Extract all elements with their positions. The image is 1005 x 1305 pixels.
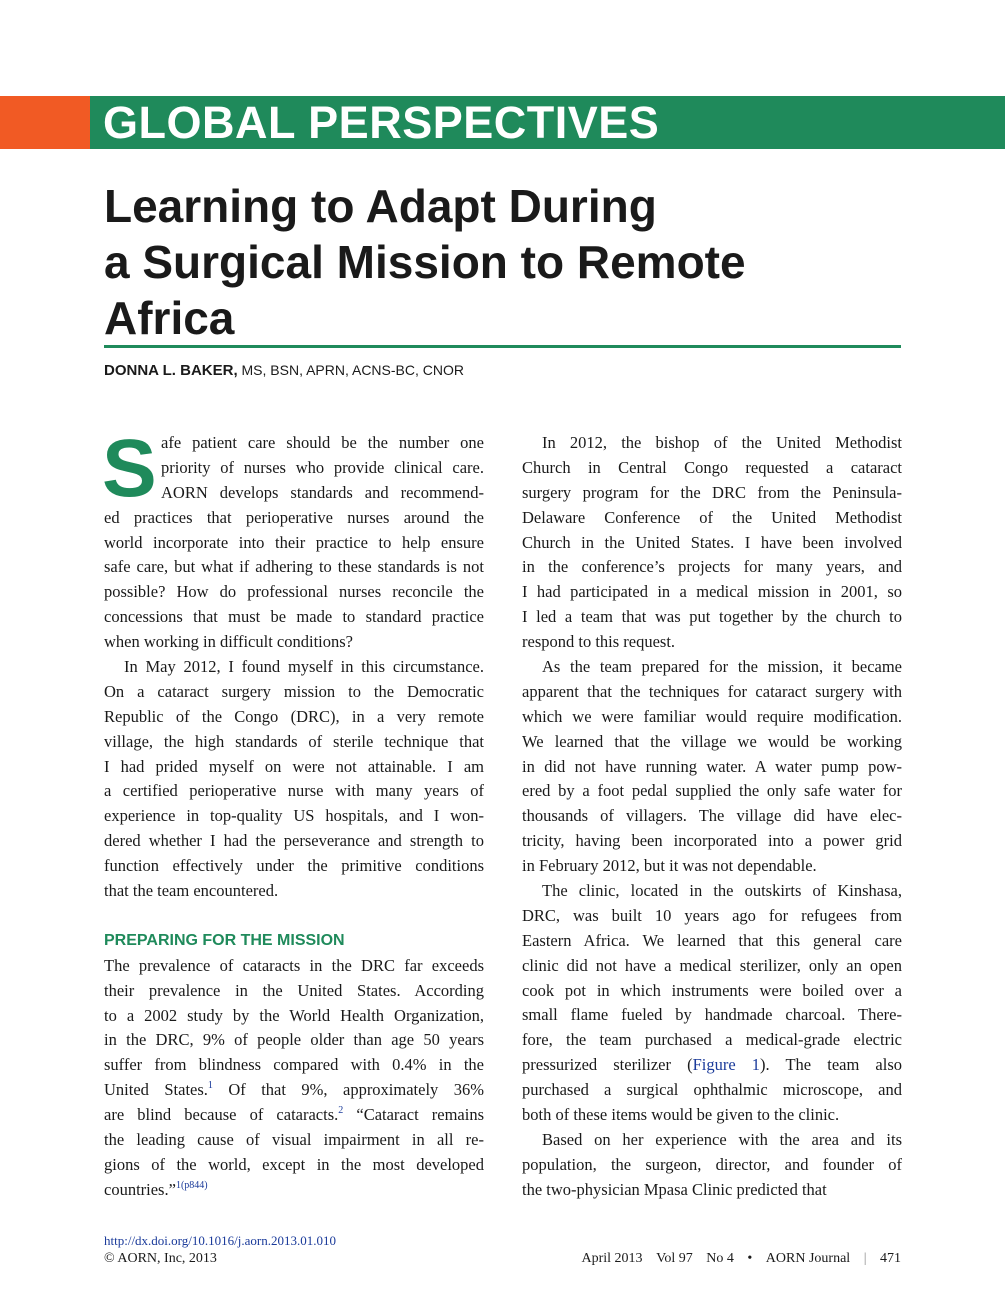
text-line: respond to this request. bbox=[522, 632, 676, 652]
text-line: apparent that the techniques for cataract surgery with bbox=[522, 681, 902, 701]
text-line: purchased a surgical ophthalmic microscope, and bbox=[522, 1080, 902, 1100]
text-line: clinic did not have a medical sterilizer, only an open bbox=[522, 955, 902, 975]
pipe-separator: | bbox=[863, 1251, 867, 1266]
title-divider bbox=[104, 345, 901, 348]
doi-link[interactable]: http://dx.doi.org/10.1016/j.aorn.2013.01.010 bbox=[104, 1233, 336, 1248]
figure-link[interactable]: Figure 1 bbox=[692, 1055, 761, 1075]
text-line: their prevalence in the United States. According bbox=[104, 980, 484, 1000]
text-line: The clinic, located in the outskirts of Kinshasa, bbox=[542, 881, 902, 901]
paragraph bbox=[522, 655, 902, 879]
text-line: safe care, but what if adhering to these standards is not bbox=[104, 557, 484, 577]
section-heading: PREPARING FOR THE MISSION bbox=[104, 931, 345, 949]
text-line: village, the high standards of sterile technique that bbox=[104, 731, 484, 751]
title-line: Africa bbox=[104, 292, 235, 344]
reference-link[interactable]: 1(p844) bbox=[175, 1179, 208, 1191]
text-line: We learned that the village we would be working bbox=[522, 731, 902, 751]
issue-volume: Vol 97 bbox=[656, 1251, 693, 1266]
title-line: Learning to Adapt During bbox=[104, 180, 657, 232]
text-line: As the team prepared for the mission, it became bbox=[542, 657, 902, 677]
author-byline bbox=[104, 362, 464, 379]
text-line: the two-physician Mpasa Clinic predicted that bbox=[522, 1179, 827, 1199]
text-line: dered whether I had the perseverance and strength to bbox=[104, 831, 484, 851]
issue-date: April 2013 bbox=[581, 1251, 643, 1266]
text-run: United States. bbox=[104, 1080, 208, 1100]
text-run: ). The team also bbox=[760, 1055, 902, 1075]
paragraph bbox=[104, 655, 484, 904]
author-name: DONNA L. BAKER, bbox=[104, 362, 238, 379]
text-line: in February 2012, but it was not dependable. bbox=[522, 856, 817, 876]
paragraph bbox=[522, 431, 902, 655]
reference-link[interactable]: 2 bbox=[338, 1105, 344, 1117]
text-line: In May 2012, I found myself in this circumstance. bbox=[124, 657, 484, 677]
text-line: function effectively under the primitive conditions bbox=[104, 856, 484, 876]
text-line: the leading cause of visual impairment in all re- bbox=[104, 1130, 484, 1150]
issue-number: No 4 bbox=[706, 1251, 734, 1266]
text-line: Church in the United States. I have been involved bbox=[522, 532, 902, 552]
text-line: cook pot in which instruments were boiled over a bbox=[522, 980, 902, 1000]
text-line: ed practices that perioperative nurses around the bbox=[104, 507, 484, 527]
text-line: afe patient care should be the number one bbox=[161, 433, 484, 452]
text-line: when working in difficult conditions? bbox=[104, 632, 353, 652]
text-line: AORN develops standards and recommend- bbox=[161, 482, 484, 502]
left-column bbox=[102, 423, 484, 1203]
text-line: population, the surgeon, director, and founder of bbox=[522, 1154, 902, 1174]
banner-accent-block bbox=[0, 96, 90, 149]
text-line: Delaware Conference of the United Methodist bbox=[522, 507, 902, 527]
text-line: DRC, was built 10 years ago for refugees from bbox=[522, 905, 902, 925]
text-line: that the team encountered. bbox=[104, 881, 279, 901]
text-line: in did not have running water. A water pump pow- bbox=[522, 756, 902, 776]
text-line: fore, the team purchased a medical-grade electric bbox=[522, 1030, 902, 1050]
text-line: On a cataract surgery mission to the Democratic bbox=[104, 681, 484, 701]
reference-link[interactable]: 1 bbox=[207, 1080, 213, 1092]
text-run: Of that 9%, approximately 36% bbox=[212, 1080, 484, 1100]
text-line: which we were familiar would require modification. bbox=[522, 706, 902, 726]
paragraph bbox=[104, 954, 484, 1203]
section-banner bbox=[0, 96, 1005, 149]
journal-footer bbox=[572, 1251, 902, 1267]
text-run: “Cataract remains bbox=[343, 1105, 484, 1125]
text-line: ered by a foot pedal supplied the only safe water for bbox=[522, 781, 902, 801]
text-line bbox=[104, 1103, 484, 1128]
right-column bbox=[522, 431, 902, 1203]
text-run: are blind because of cataracts. bbox=[104, 1105, 339, 1125]
text-line: tricity, having been incorporated into a power grid bbox=[522, 831, 902, 851]
text-line: priority of nurses who provide clinical care. bbox=[161, 457, 484, 477]
text-line: world incorporate into their practice to help ensure bbox=[104, 532, 484, 552]
text-line: small flame fueled by handmade charcoal. There- bbox=[522, 1005, 902, 1025]
text-line: Based on her experience with the area and its bbox=[542, 1129, 902, 1149]
text-line: Church in Central Congo requested a cataract bbox=[522, 457, 902, 477]
text-line: gions of the world, except in the most developed bbox=[104, 1154, 484, 1174]
text-line: concessions that must be made to standard practice bbox=[104, 607, 484, 627]
text-line: in the conference’s projects for many years, and bbox=[522, 557, 902, 577]
text-line: in the DRC, 9% of people older than age 50 years bbox=[104, 1030, 484, 1050]
journal-name: AORN Journal bbox=[765, 1251, 851, 1266]
title-line: a Surgical Mission to Remote bbox=[104, 236, 746, 288]
text-line: I led a team that was put together by the church to bbox=[522, 607, 902, 627]
text-line: suffer from blindness compared with 0.4% in the bbox=[104, 1055, 484, 1075]
paragraph bbox=[522, 1128, 902, 1203]
text-line bbox=[104, 1178, 484, 1203]
text-line: thousands of villagers. The village did have elec- bbox=[522, 806, 902, 826]
text-line: I had prided myself on were not attainable. I am bbox=[104, 756, 484, 776]
text-line bbox=[522, 1053, 902, 1078]
author-credentials: MS, BSN, APRN, ACNS-BC, CNOR bbox=[237, 362, 464, 378]
text-line: In 2012, the bishop of the United Methodist bbox=[542, 433, 902, 452]
text-line bbox=[104, 1078, 484, 1103]
text-line: The prevalence of cataracts in the DRC far exceeds bbox=[104, 955, 484, 975]
text-line: Eastern Africa. We learned that this general care bbox=[522, 930, 902, 950]
text-run: pressurized sterilizer ( bbox=[522, 1055, 693, 1075]
paragraph bbox=[522, 879, 902, 1128]
drop-cap: S bbox=[102, 423, 157, 514]
text-run: countries.” bbox=[104, 1179, 176, 1199]
text-line: both of these items would be given to the clinic. bbox=[522, 1105, 840, 1125]
section-label: GLOBAL PERSPECTIVES bbox=[103, 97, 660, 148]
intro-paragraph bbox=[102, 423, 484, 655]
page-number: 471 bbox=[880, 1251, 901, 1266]
copyright-notice: © AORN, Inc, 2013 bbox=[104, 1251, 217, 1266]
text-line: to a 2002 study by the World Health Organization, bbox=[104, 1005, 484, 1025]
bullet-separator: • bbox=[747, 1251, 753, 1266]
text-line: possible? How do professional nurses reconcile the bbox=[104, 582, 484, 602]
article-title bbox=[104, 178, 904, 346]
text-line: surgery program for the DRC from the Peninsula- bbox=[522, 482, 902, 502]
text-line: Republic of the Congo (DRC), in a very remote bbox=[104, 706, 484, 726]
text-line: a certified perioperative nurse with many years of bbox=[104, 781, 484, 801]
text-line: I had participated in a medical mission in 2001, so bbox=[522, 582, 902, 602]
text-line: experience in top-quality US hospitals, and I won- bbox=[104, 806, 484, 826]
